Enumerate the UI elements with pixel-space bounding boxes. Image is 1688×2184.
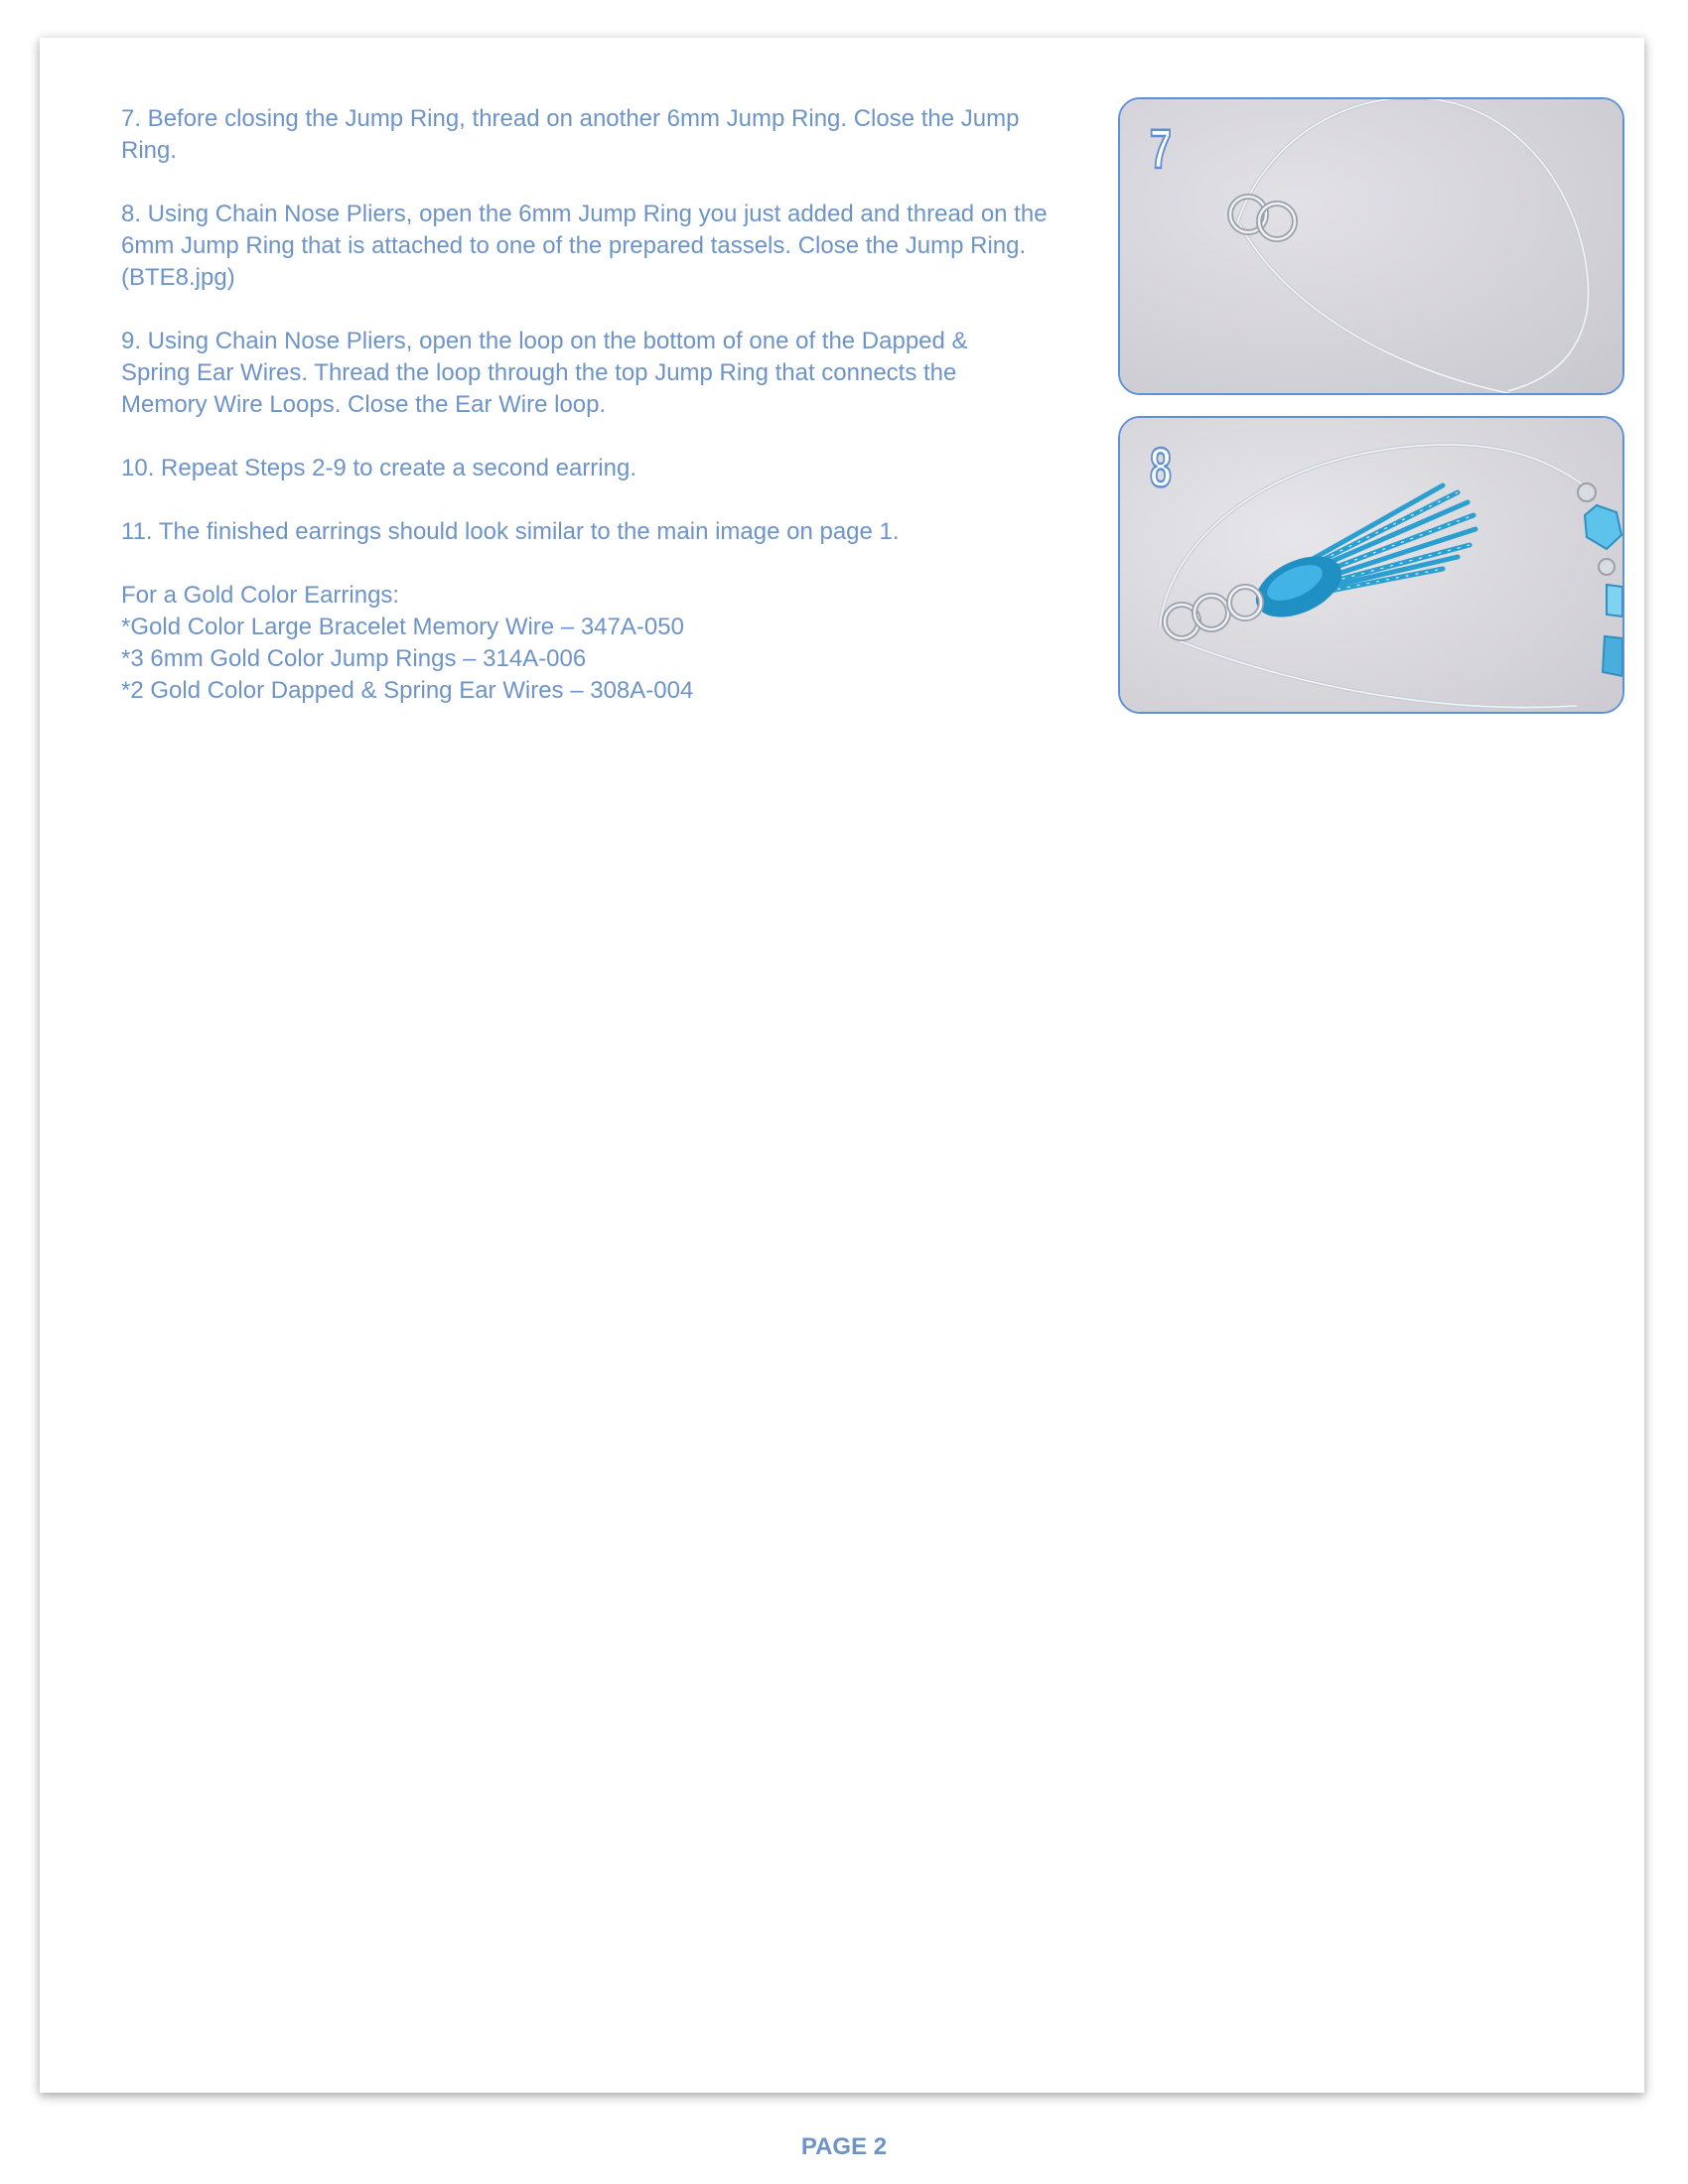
step-line: 10. Repeat Steps 2-9 to create a second earring. bbox=[121, 455, 636, 481]
step-line: Ring. bbox=[121, 137, 178, 164]
gold-variant-list bbox=[121, 580, 1124, 707]
step-line: 7. Before closing the Jump Ring, thread on another 6mm Jump Ring. Close the Jump bbox=[121, 105, 1020, 132]
step-10 bbox=[121, 453, 1124, 484]
instructions-column bbox=[121, 103, 1124, 707]
step-line: 11. The finished earrings should look similar to the main image on page 1. bbox=[121, 518, 900, 545]
step-line: 9. Using Chain Nose Pliers, open the loop on the bottom of one of the Dapped & bbox=[121, 328, 968, 354]
step-line: (BTE8.jpg) bbox=[121, 264, 235, 291]
page-number: PAGE 2 bbox=[800, 2133, 888, 2160]
gold-variant-item: *Gold Color Large Bracelet Memory Wire – 347A-050 bbox=[121, 614, 684, 640]
step-line: Spring Ear Wires. Thread the loop through the top Jump Ring that connects the bbox=[121, 359, 957, 386]
gold-variant-heading: For a Gold Color Earrings: bbox=[121, 582, 400, 609]
step-8 bbox=[121, 199, 1124, 294]
document-page bbox=[40, 38, 1644, 2093]
step-number-badge: 7 bbox=[1150, 117, 1172, 180]
step-7 bbox=[121, 103, 1124, 167]
step-11 bbox=[121, 516, 1124, 548]
step-9 bbox=[121, 326, 1124, 421]
step-8-photo bbox=[1118, 416, 1624, 714]
gold-variant-item: *2 Gold Color Dapped & Spring Ear Wires – 308A-004 bbox=[121, 677, 694, 704]
step-number-badge: 8 bbox=[1150, 436, 1172, 498]
step-7-photo bbox=[1118, 97, 1624, 395]
gold-variant-item: *3 6mm Gold Color Jump Rings – 314A-006 bbox=[121, 645, 587, 672]
step-7-photo-image bbox=[1120, 99, 1622, 393]
step-8-photo-image bbox=[1120, 418, 1622, 712]
step-line: 6mm Jump Ring that is attached to one of the prepared tassels. Close the Jump Ring. bbox=[121, 232, 1027, 259]
step-line: Memory Wire Loops. Close the Ear Wire loop. bbox=[121, 391, 607, 418]
step-line: 8. Using Chain Nose Pliers, open the 6mm Jump Ring you just added and thread on the bbox=[121, 201, 1048, 227]
